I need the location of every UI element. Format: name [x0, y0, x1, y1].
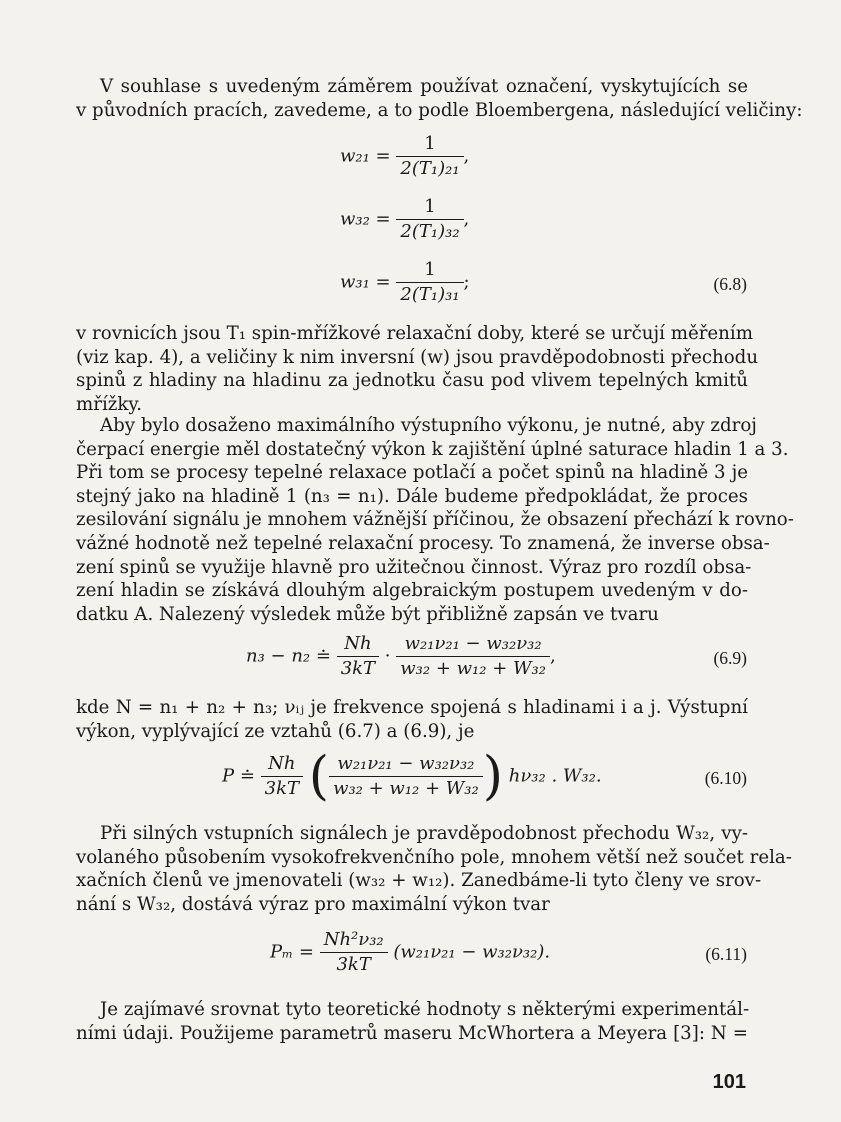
fraction-denominator: 2(T₁)₃₂ — [400, 221, 460, 242]
text-line: V souhlase s uvedeným záměrem používat označení, vyskytujících se — [100, 76, 748, 97]
fraction-denominator: w₃₂ + w₁₂ + W₃₂ — [333, 778, 479, 799]
text-line: stejný jako na hladině 1 (n₃ = n₁). Dále budeme předpokládat, že proces — [76, 485, 748, 507]
text-line: datku A. Nalezený výsledek může být přibližně zapsán ve tvaru — [76, 603, 659, 625]
paragraph-experimental — [76, 998, 748, 1045]
paragraph-intro — [76, 75, 803, 122]
paragraph-saturation — [76, 414, 794, 626]
text-line: xačních členů ve jmenovateli (w₃₂ + w₁₂). Zanedbáme-li tyto členy ve srov- — [76, 870, 762, 892]
paragraph-strong-signals — [76, 822, 792, 916]
equation-punct: , — [463, 208, 470, 230]
equation-output-power — [222, 746, 602, 807]
equation-population-difference — [246, 632, 556, 681]
equation-number: (6.11) — [705, 944, 747, 964]
equation-w32 — [340, 195, 469, 244]
text-line: čerpací energie měl dostatečný výkon k zajištění úplné saturace hladin 1 a 3. — [76, 438, 789, 460]
left-paren: ( — [308, 746, 330, 807]
paragraph-output-power — [76, 696, 748, 743]
text-line: kde N = n₁ + n₂ + n₃; νᵢⱼ je frekvence spojená s hladinami i a j. Výstupní — [76, 697, 748, 718]
fraction-numerator: 1 — [396, 195, 463, 220]
fraction — [396, 132, 463, 181]
equation-lhs: n₃ − n₂ ≐ — [246, 645, 331, 667]
fraction-numerator: w₂₁ν₂₁ − w₃₂ν₃₂ — [396, 632, 550, 657]
equation-punct: ; — [463, 271, 470, 293]
equation-rhs: hν₃₂ . W₃₂. — [508, 765, 602, 787]
fraction — [337, 632, 379, 681]
fraction — [320, 928, 388, 977]
equation-w21 — [340, 132, 469, 181]
text-line: volaného působením vysokofrekvenčního pole, mnohem větší než součet rela- — [76, 846, 792, 868]
text-line: v rovnicích jsou T₁ spin-mřížkové relaxační doby, které se určují měřením — [76, 323, 753, 344]
text-line: nání s W₃₂, dostává výraz pro maximální výkon tvar — [76, 893, 550, 915]
equation-number: (6.9) — [713, 648, 747, 668]
fraction-denominator: 3kT — [340, 658, 376, 679]
text-line: vážné hodnotě než tepelné relaxační procesy. To znamená, že inverse obsa- — [76, 532, 770, 554]
text-line: zesilování signálu je mnohem vážnější příčinou, že obsazení přechází k rovno- — [76, 509, 794, 531]
text-line: ními údaji. Použijeme parametrů maseru McWhortera a Meyera [3]: N = — [76, 1022, 748, 1044]
fraction-numerator: Nh — [261, 752, 303, 777]
fraction-denominator: w₃₂ + w₁₂ + W₃₂ — [400, 658, 546, 679]
fraction-numerator: 1 — [396, 132, 463, 157]
fraction-denominator: 3kT — [264, 778, 300, 799]
fraction — [329, 752, 483, 801]
text-line: výkon, vyplývající ze vztahů (6.7) a (6.9), je — [76, 720, 475, 742]
equation-w31 — [340, 258, 470, 307]
equation-lhs: w₃₂ = — [340, 208, 391, 230]
equation-lhs: P ≐ — [222, 765, 255, 787]
fraction — [396, 632, 550, 681]
text-line: spinů z hladiny na hladinu za jednotku času pod vlivem tepelných kmitů — [76, 370, 748, 392]
equation-max-power — [270, 928, 550, 977]
right-paren: ) — [482, 746, 504, 807]
text-line: Při silných vstupních signálech je pravděpodobnost přechodu W₃₂, vy- — [100, 823, 748, 844]
fraction-numerator: 1 — [396, 258, 463, 283]
text-line: mřížky. — [76, 393, 142, 415]
fraction — [396, 195, 463, 244]
equation-lhs: Pₘ = — [270, 941, 314, 963]
equation-punct: , — [549, 645, 556, 667]
fraction-numerator: Nh — [337, 632, 379, 657]
paragraph-relaxation — [76, 322, 759, 416]
fraction-denominator: 2(T₁)₂₁ — [400, 158, 460, 179]
text-line: zení spinů se využije hlavně pro užitečnou činnost. Výraz pro rozdíl obsa- — [76, 556, 752, 578]
text-line: Je zajímavé srovnat tyto teoretické hodnoty s některými experimentál- — [100, 999, 750, 1020]
fraction — [396, 258, 463, 307]
text-line: Aby bylo dosaženo maximálního výstupního výkonu, je nutné, aby zdroj — [100, 415, 757, 436]
fraction-denominator: 2(T₁)₃₁ — [400, 284, 460, 305]
page-number: 101 — [712, 1071, 746, 1093]
text-line: zení hladin se získává dlouhým algebraickým postupem uvedeným v do- — [76, 580, 748, 602]
text-line: Při tom se procesy tepelné relaxace potlačí a počet spinů na hladině 3 je — [76, 462, 748, 484]
fraction-numerator: w₂₁ν₂₁ − w₃₂ν₃₂ — [329, 752, 483, 777]
equation-lhs: w₃₁ = — [340, 271, 391, 293]
fraction-denominator: 3kT — [336, 954, 371, 975]
fraction — [261, 752, 303, 801]
text-line: (viz kap. 4), a veličiny k nim inversní (w) jsou pravděpodobnosti přechodu — [76, 346, 759, 368]
equation-number: (6.10) — [704, 768, 747, 788]
fraction-numerator: Nh²ν₃₂ — [320, 928, 388, 953]
equation-lhs: w₂₁ = — [340, 145, 391, 167]
equation-rhs: (w₂₁ν₂₁ − w₃₂ν₃₂). — [393, 941, 551, 963]
text-line: v původních pracích, zavedeme, a to podle Bloembergena, následující veličiny: — [76, 99, 803, 121]
multiply-dot: · — [384, 645, 391, 667]
equation-number: (6.8) — [713, 274, 747, 294]
equation-punct: , — [463, 145, 470, 167]
